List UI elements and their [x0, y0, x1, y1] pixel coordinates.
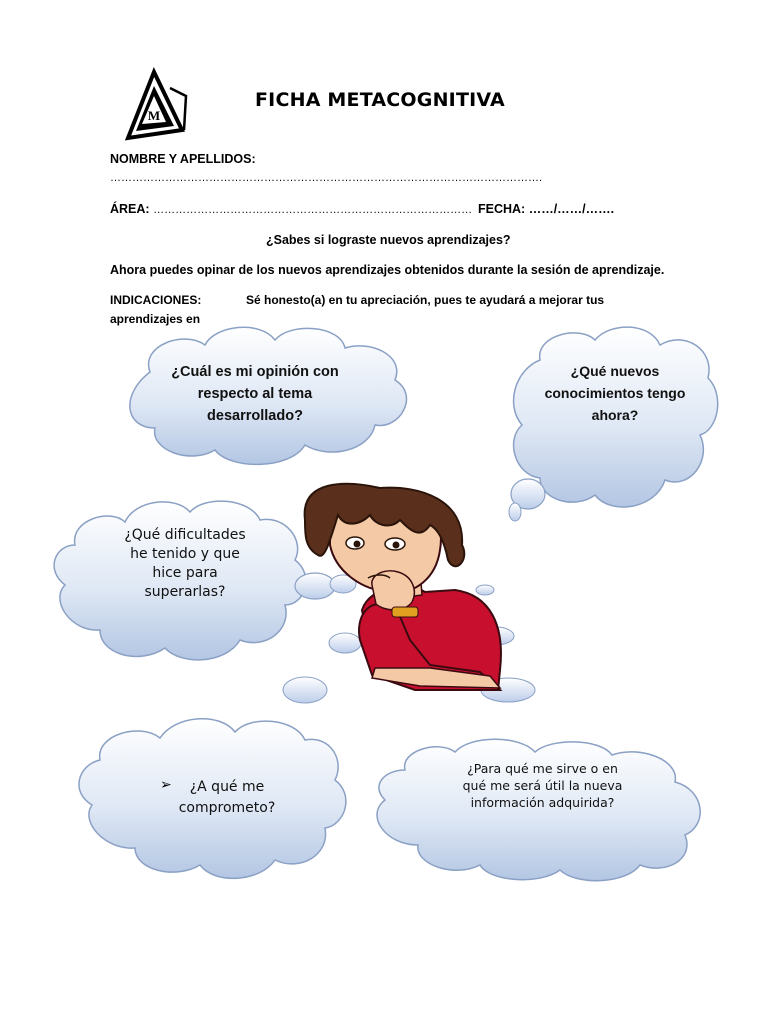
fecha-dots: ……/……/…….	[528, 202, 615, 216]
school-logo-icon	[128, 72, 186, 138]
cloud-opinion-text: ¿Cuál es mi opinión con respecto al tema desarrollado?	[171, 364, 339, 424]
area-label: ÁREA:	[110, 202, 150, 216]
question-heading: ¿Sabes si lograste nuevos aprendizajes?	[266, 233, 511, 247]
nombre-dots: ……………………………………………………………………………………………………….	[110, 172, 543, 184]
area-dots: ……………………………………………………………………………	[153, 204, 473, 216]
bullet-arrow-icon: ➢	[160, 776, 172, 792]
fecha-label: FECHA:	[478, 202, 526, 216]
cloud-dificultades-text: ¿Qué dificultades he tenido y que hice para superarlas?	[124, 527, 246, 600]
cloud-utilidad-text: ¿Para qué me sirve o en qué me será útil la nueva información adquirida?	[462, 761, 623, 810]
indicaciones-label: INDICACIONES:	[110, 293, 202, 307]
indicaciones-text-2: aprendizajes en	[110, 312, 201, 326]
area-row	[110, 202, 472, 216]
svg-text:M: M	[147, 108, 161, 123]
page-title: FICHA METACOGNITIVA	[255, 89, 505, 111]
nombre-label: NOMBRE Y APELLIDOS:	[110, 152, 256, 166]
intro-text: Ahora puedes opinar de los nuevos aprendizajes obtenidos durante la sesión de aprendizaje.	[110, 263, 665, 277]
fecha-row	[478, 202, 614, 216]
cloud-nuevos-text: ¿Qué nuevos conocimientos tengo ahora?	[544, 363, 686, 423]
cloud-compromiso-text: ¿A qué me comprometo?	[178, 779, 276, 816]
indicaciones-text: Sé honesto(a) en tu apreciación, pues te ayudará a mejorar tus	[246, 293, 605, 307]
